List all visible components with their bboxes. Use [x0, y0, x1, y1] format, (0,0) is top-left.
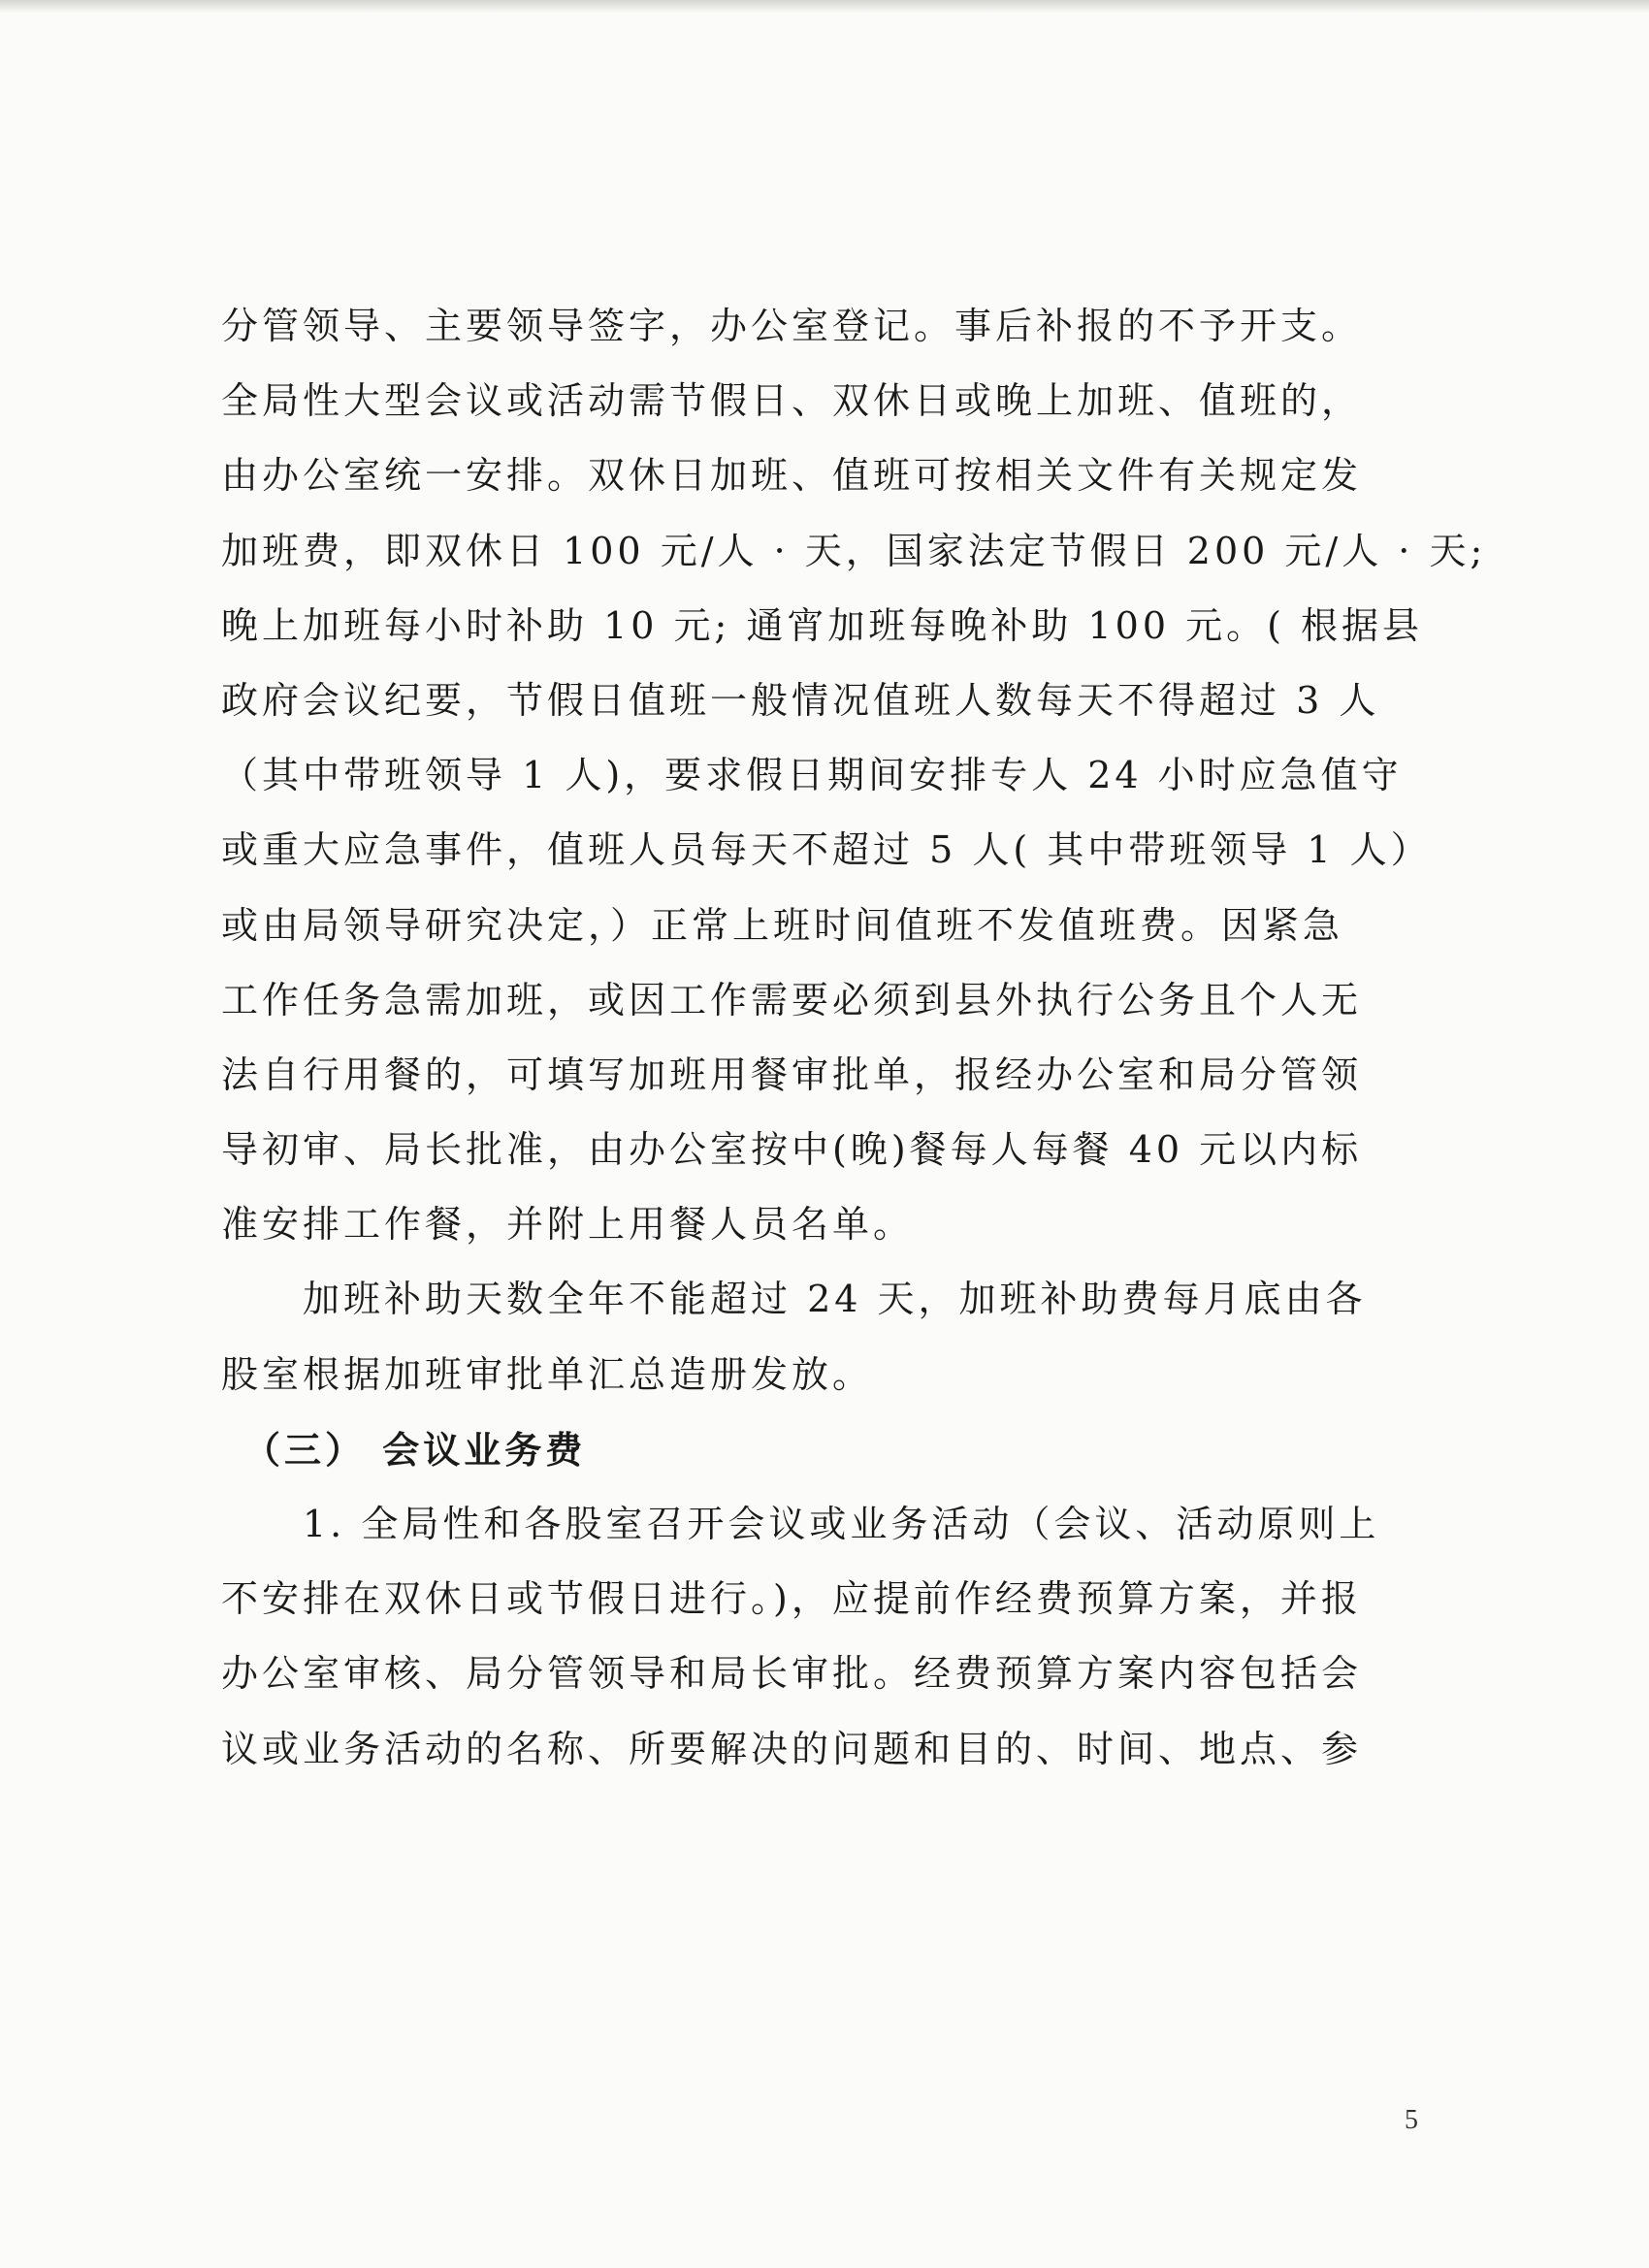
text-line: 全局性大型会议或活动需节假日、双休日或晚上加班、值班的， — [221, 379, 1363, 423]
text-line: 加班费，即双休日 100 元/人 · 天，国家法定节假日 200 元/人 · 天; — [221, 529, 1487, 572]
text-line: 由办公室统一安排。双休日加班、值班可按相关文件有关规定发 — [221, 454, 1363, 498]
text-line: 导初审、局长批准，由办公室按中(晚)餐每人每餐 40 元以内标 — [221, 1128, 1363, 1172]
text-line: 不安排在双休日或节假日进行。)，应提前作经费预算方案，并报 — [221, 1577, 1362, 1621]
text-line: 准安排工作餐，并附上用餐人员名单。 — [221, 1203, 915, 1247]
text-line: 加班补助天数全年不能超过 24 天，加班补助费每月底由各 — [221, 1278, 1367, 1321]
page-number: 5 — [1405, 2105, 1418, 2135]
text-line: 股室根据加班审批单汇总造册发放。 — [221, 1352, 874, 1396]
scan-edge — [0, 0, 1649, 14]
text-line: 政府会议纪要，节假日值班一般情况值班人数每天不得超过 3 人 — [221, 678, 1380, 722]
text-line: 法自行用餐的，可填写加班用餐审批单，报经办公室和局分管领 — [221, 1053, 1363, 1096]
text-line: （其中带班领导 1 人)，要求假日期间安排专人 24 小时应急值守 — [221, 754, 1403, 797]
text-line: 议或业务活动的名称、所要解决的问题和目的、时间、地点、参 — [221, 1727, 1363, 1770]
text-line: 或重大应急事件，值班人员每天不超过 5 人( 其中带班领导 1 人） — [221, 828, 1432, 872]
section-heading: （三） 会议业务费 — [221, 1427, 587, 1472]
text-line: 或由局领导研究决定，）正常上班时间值班不发值班费。因紧急 — [221, 903, 1344, 947]
body-text — [221, 289, 1487, 1787]
text-line: 工作任务急需加班，或因工作需要必须到县外执行公务且个人无 — [221, 978, 1363, 1021]
text-line: 1. 全局性和各股室召开会议或业务活动（会议、活动原则上 — [221, 1503, 1380, 1545]
text-line: 分管领导、主要领导签字，办公室登记。事后补报的不予开支。 — [221, 305, 1363, 347]
text-line: 晚上加班每小时补助 10 元; 通宵加班每晚补助 100 元。( 根据县 — [221, 603, 1423, 647]
text-line: 办公室审核、局分管领导和局长审批。经费预算方案内容包括会 — [221, 1652, 1363, 1696]
